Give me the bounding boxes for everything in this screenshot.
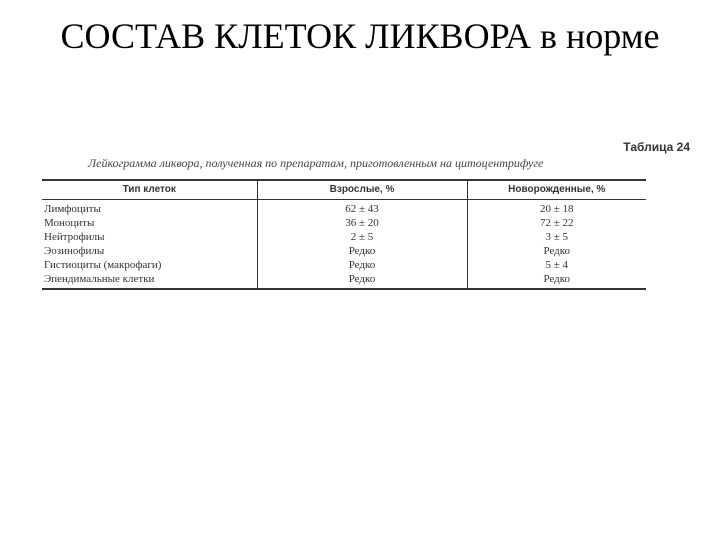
cell-cell-type: Эпендимальные клетки	[44, 273, 155, 285]
cell-newborns: Редко	[467, 272, 646, 289]
table-block	[42, 140, 696, 290]
cell-adults: 62 ± 43	[257, 200, 467, 217]
leukogram-table	[42, 179, 646, 290]
cell-newborns: Редко	[467, 244, 646, 258]
header-cell-newborns: Новорожденные, %	[467, 180, 646, 200]
cell-newborns: 72 ± 22	[467, 216, 646, 230]
cell-cell-type: Лимфоциты	[44, 203, 101, 215]
table-row	[42, 244, 646, 258]
cell-newborns: 20 ± 18	[467, 200, 646, 217]
table-row	[42, 272, 646, 289]
table-caption: Лейкограмма ликвора, полученная по препаратам, приготовленным на цитоцентрифуге	[88, 156, 544, 170]
cell-adults: 2 ± 5	[257, 230, 467, 244]
cell-cell-type: Гистиоциты (макрофаги)	[44, 259, 162, 271]
cell-adults: Редко	[257, 244, 467, 258]
header-cell-adults: Взрослые, %	[257, 180, 467, 200]
cell-adults: Редко	[257, 258, 467, 272]
slide-title: СОСТАВ КЛЕТОК ЛИКВОРА в норме	[60, 16, 660, 56]
cell-cell-type: Нейтрофилы	[44, 231, 105, 243]
cell-adults: 36 ± 20	[257, 216, 467, 230]
table-row	[42, 258, 646, 272]
table-header-row	[42, 180, 646, 200]
table-row	[42, 216, 646, 230]
header-cell-type: Тип клеток	[42, 180, 257, 200]
cell-newborns: 3 ± 5	[467, 230, 646, 244]
table-row	[42, 200, 646, 217]
cell-cell-type: Эозинофилы	[44, 245, 105, 257]
table-row	[42, 230, 646, 244]
table-number: Таблица 24	[623, 140, 690, 154]
cell-adults: Редко	[257, 272, 467, 289]
cell-cell-type: Моноциты	[44, 217, 95, 229]
cell-newborns: 5 ± 4	[467, 258, 646, 272]
